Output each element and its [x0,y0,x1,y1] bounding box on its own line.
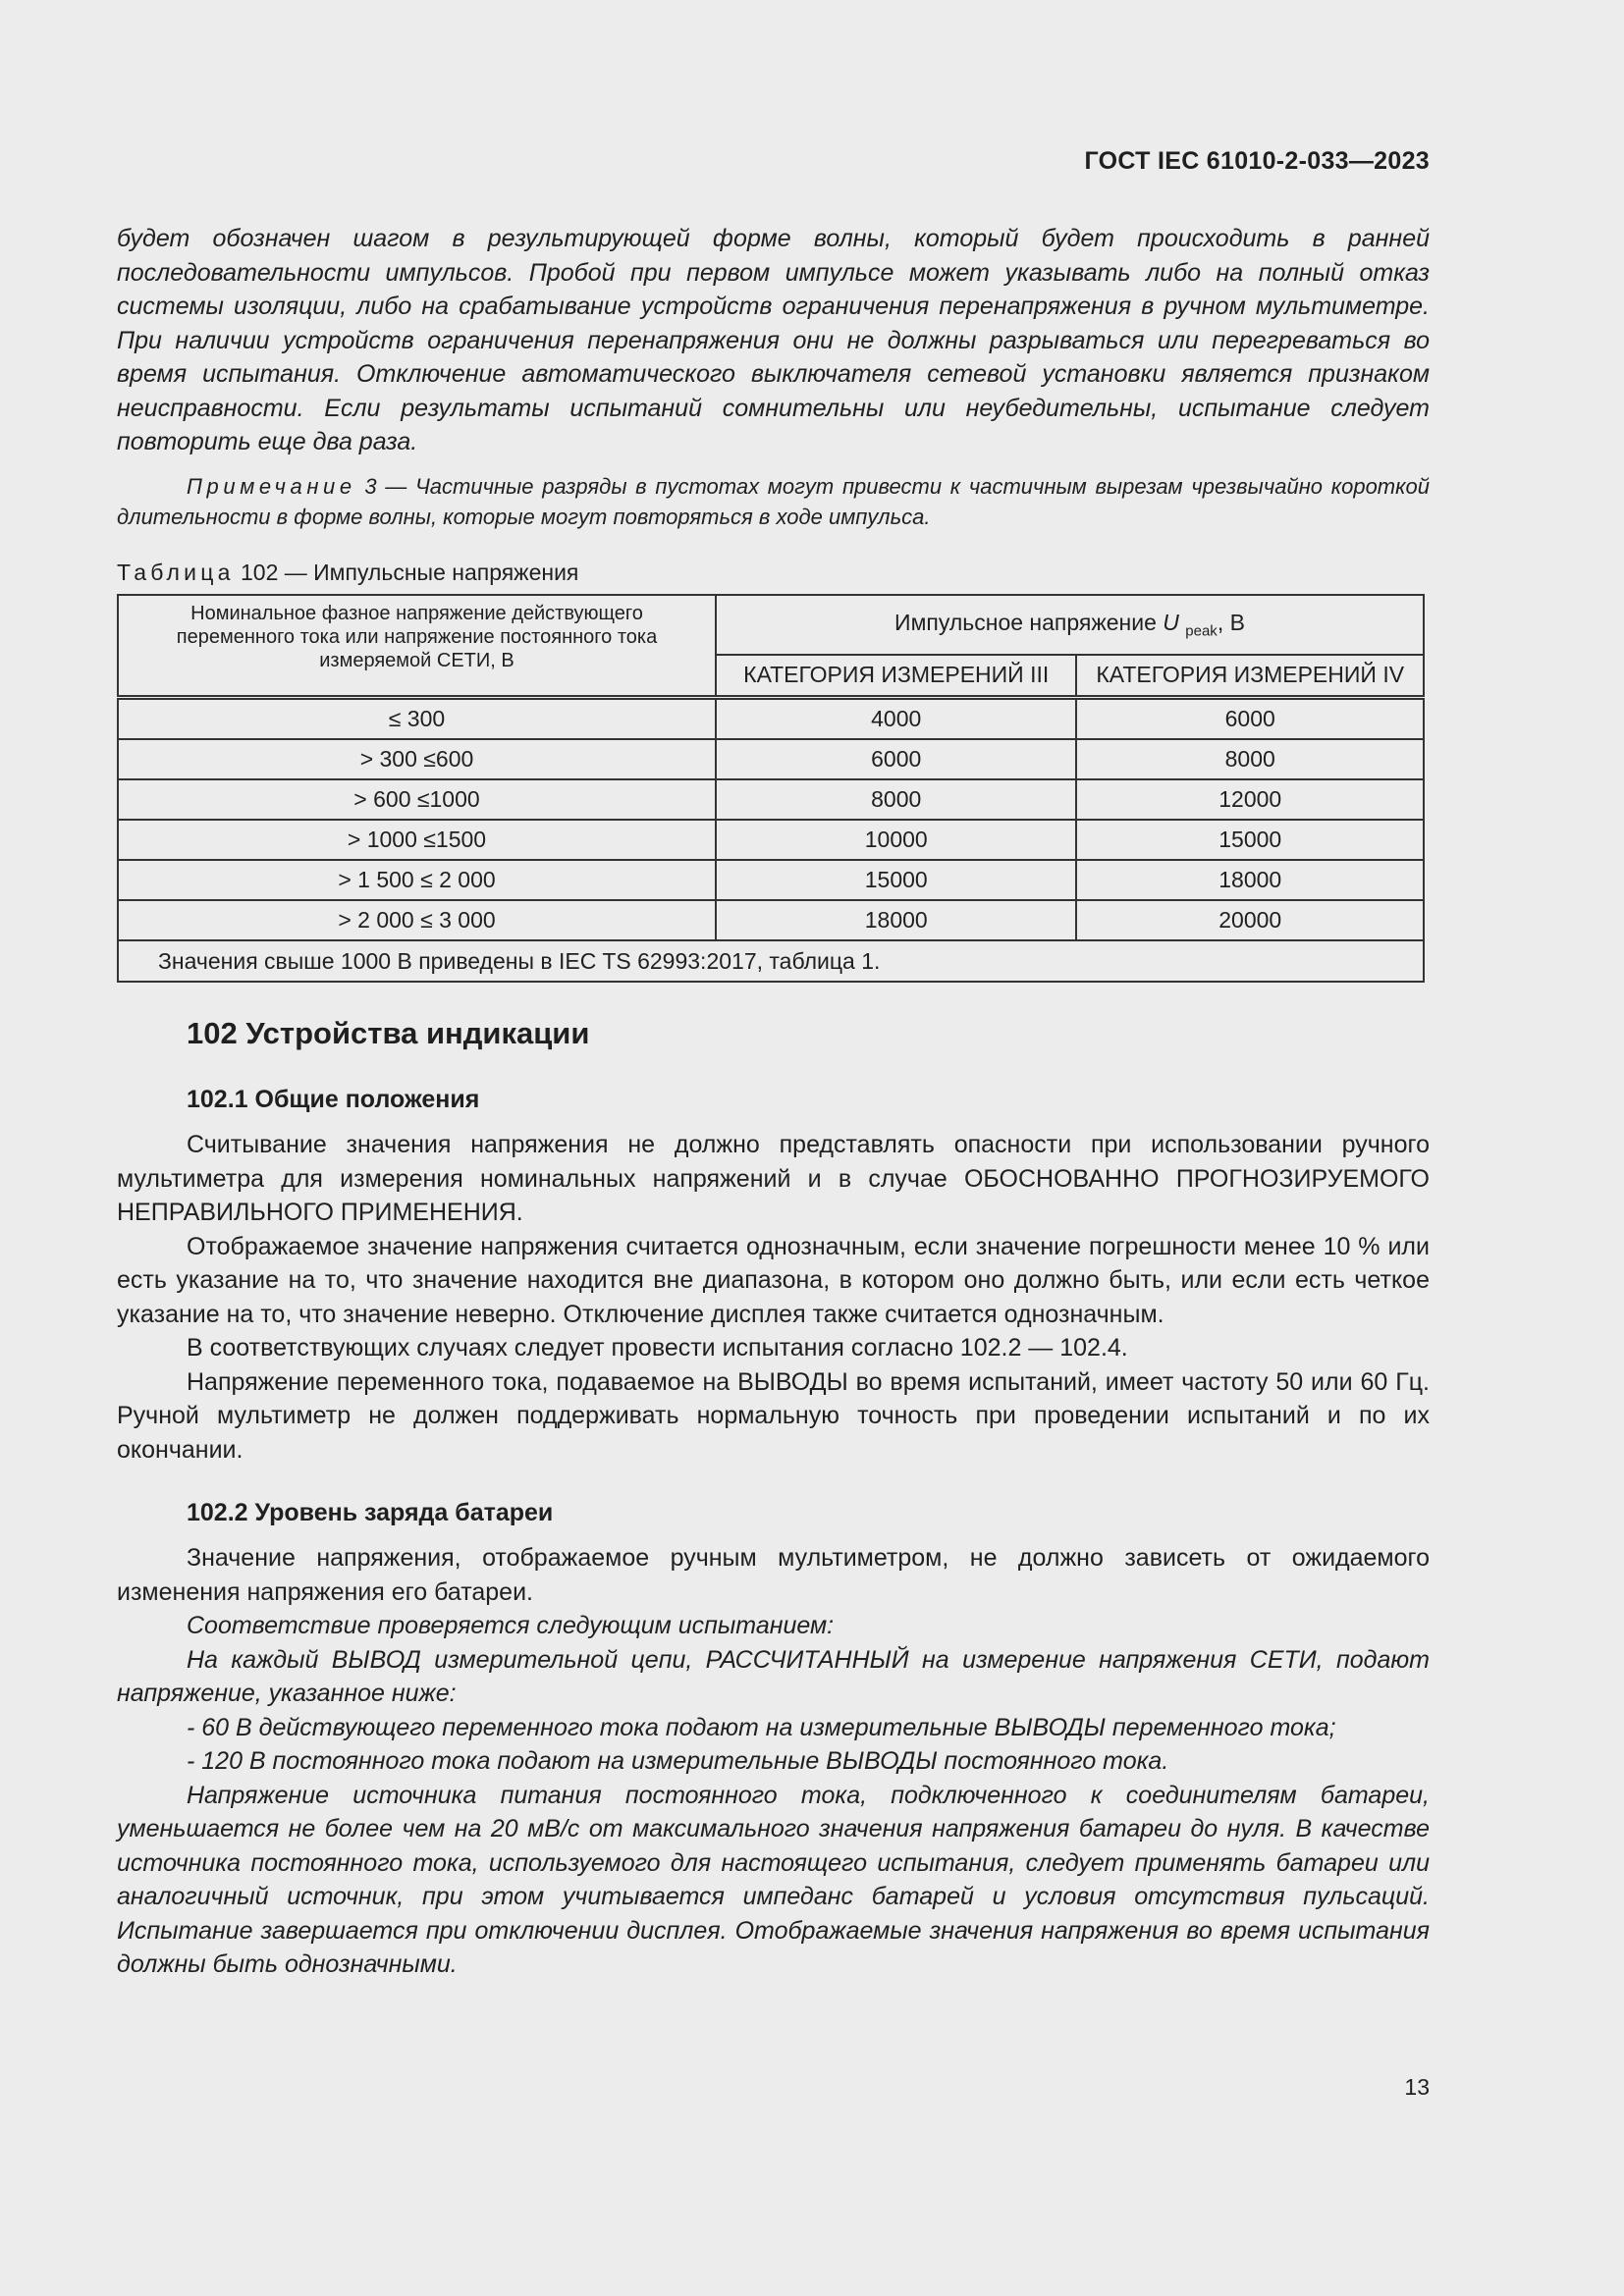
table-caption [117,560,1430,586]
table-cell: 12000 [1076,779,1424,820]
group-header-subscript: peak [1185,622,1218,640]
page-number: 13 [1404,2074,1430,2100]
table-cell: > 1000 ≤1500 [118,820,716,860]
table-cell: 4000 [716,698,1076,740]
table-cell: 18000 [1076,860,1424,900]
table-row [118,820,1424,860]
table-caption-label: Таблица [117,559,235,585]
table-cell: 8000 [716,779,1076,820]
compliance-paragraph: Напряжение источника питания постоянного тока, подключенного к соединителям батареи, уменьшается не более чем на 20 мВ/с от максимального значения напряжения батареи до нуля. В качестве источника постоянного тока, используемого для настоящего испытания, следует применять батареи или аналогичный источник, при этом учитывается импеданс батарей и условия отсутствия пульсаций. Испытание завершается при отключении дисплея. Отображаемые значения напряжения во время испытания должны быть однозначными. [117,1781,1430,1978]
note-text: 3 — Частичные разряды в пустотах могут привести к частичным вырезам чрезвычайно короткой длительности в форме волны, которые могут повторяться в ходе импульса. [117,473,1430,529]
subsection-heading-102-2: 102.2 Уровень заряда батареи [187,1499,554,1526]
table-cell: > 600 ≤1000 [118,779,716,820]
group-header-prefix: Импульсное напряжение [894,609,1164,635]
table-row [118,860,1424,900]
compliance-list-item: - 120 В постоянного тока подают на измерительные ВЫВОДЫ постоянного тока. [187,1747,1169,1775]
section-heading-102: 102 Устройства индикации [187,1016,590,1050]
table-cell: ≤ 300 [118,698,716,740]
table-cell: 15000 [1076,820,1424,860]
table-cell: 10000 [716,820,1076,860]
paragraph: Напряжение переменного тока, подаваемое на ВЫВОДЫ во время испытаний, имеет частоту 50 или 60 Гц. Ручной мультиметр не должен поддерживать нормальную точность при проведении испытаний и по их окончании. [117,1367,1430,1464]
group-header-suffix: , В [1217,609,1245,635]
table-cell: 8000 [1076,739,1424,779]
impulse-voltage-table [117,594,1425,984]
table-cell: 20000 [1076,900,1424,940]
intro-paragraph: будет обозначен шагом в результирующей форме волны, который будет происходить в ранней последовательности импульсов. Пробой при первом импульсе может указывать либо на полный отказ системы изоляции, либо на срабатывание устройств ограничения перенапряжения в ручном мультиметре. При наличии устройств ограничения перенапряжения они не должны разрываться или перегреваться во время испытания. Отключение автоматического выключателя сетевой установки является признаком неисправности. Если результаты испытаний сомнительны или неубедительны, испытание следует повторить еще два раза. [117,225,1430,455]
row-header-cell: Номинальное фазное напряжение действующего переменного тока или напряжение постоянного тока измеряемой СЕТИ, В [118,595,716,698]
table-row [118,900,1424,940]
table-cell: 15000 [716,860,1076,900]
compliance-paragraph: На каждый ВЫВОД измерительной цепи, РАССЧИТАННЫЙ на измерение напряжения СЕТИ, подают напряжение, указанное ниже: [117,1645,1430,1707]
column-header-cat4: КАТЕГОРИЯ ИЗМЕРЕНИЙ IV [1076,655,1424,698]
table-cell: 6000 [1076,698,1424,740]
compliance-list-item: - 60 В действующего переменного тока подают на измерительные ВЫВОДЫ переменного тока; [187,1713,1336,1741]
column-header-cat3: КАТЕГОРИЯ ИЗМЕРЕНИЙ III [716,655,1076,698]
note-label: Примечание [187,473,356,499]
table-cell: > 300 ≤600 [118,739,716,779]
paragraph: Отображаемое значение напряжения считается однозначным, если значение погрешности менее 10 % или есть указание на то, что значение находится вне диапазона, в котором оно должно быть, или если есть четкое указание на то, что значение неверно. Отключение дисплея также считается однозначным. [117,1232,1430,1328]
note-3 [117,471,1430,532]
table-row [118,779,1424,820]
table-cell: 6000 [716,739,1076,779]
group-header-cell [716,595,1424,655]
compliance-paragraph: Соответствие проверяется следующим испытанием: [187,1612,835,1639]
paragraph: В соответствующих случаях следует провести испытания согласно 102.2 — 102.4. [187,1334,1128,1362]
group-header-symbol: U [1163,609,1179,635]
paragraph: Значение напряжения, отображаемое ручным мультиметром, не должно зависеть от ожидаемого изменения напряжения его батареи. [117,1544,1430,1606]
table-footnote: Значения свыше 1000 В приведены в IEC TS 62993:2017, таблица 1. [118,940,1424,982]
table-cell: > 1 500 ≤ 2 000 [118,860,716,900]
table-cell: 18000 [716,900,1076,940]
document-id-header: ГОСТ IEC 61010-2-033—2023 [1084,147,1430,175]
page-content [117,222,1430,1982]
table-row [118,698,1424,740]
table-cell: > 2 000 ≤ 3 000 [118,900,716,940]
table-caption-text: 102 — Импульсные напряжения [240,559,579,585]
table-row [118,739,1424,779]
paragraph: Считывание значения напряжения не должно представлять опасности при использовании ручного мультиметра для измерения номинальных напряжений и в случае ОБОСНОВАННО ПРОГНОЗИРУЕМОГО НЕПРАВИЛЬНОГО ПРИМЕНЕНИЯ. [117,1131,1430,1226]
subsection-heading-102-1: 102.1 Общие положения [187,1086,480,1113]
